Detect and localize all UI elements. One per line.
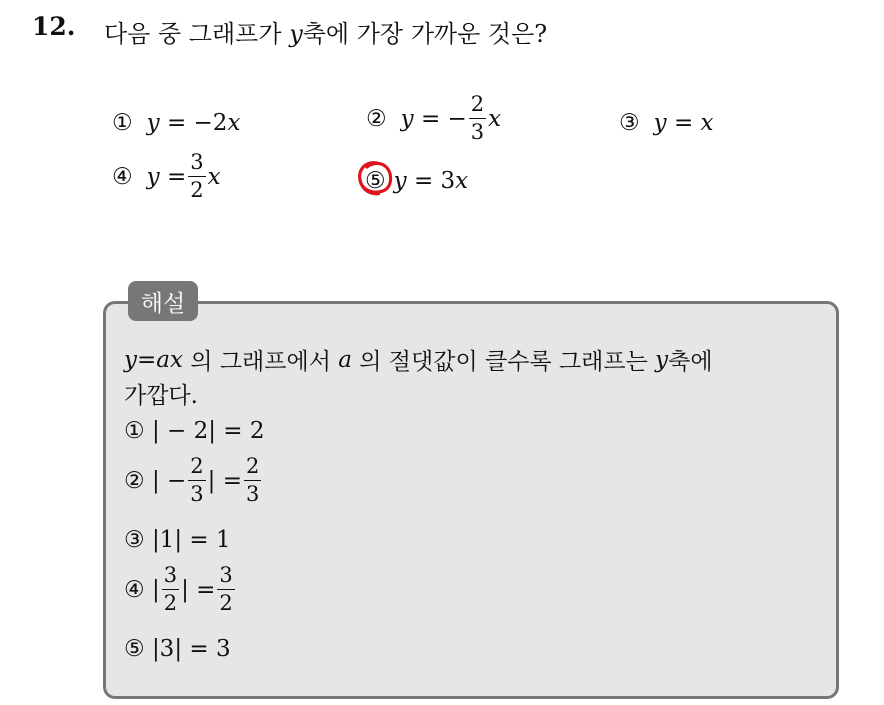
solution-line-2: 가깝다. <box>124 383 198 409</box>
question-text-after: 축에 가장 가까운 것은? <box>302 20 548 48</box>
solution-item-2 <box>124 456 263 505</box>
choice-var: x <box>455 168 469 194</box>
solution-item-number: ⑤ <box>124 636 145 662</box>
fraction-numerator: 3 <box>217 565 234 590</box>
solution-item-4 <box>124 565 237 614</box>
solution-text-1: 의 그래프에서 <box>190 349 331 375</box>
fraction-numerator: 2 <box>469 94 486 119</box>
question-number: 12. <box>32 12 76 41</box>
solution-item-number: ② <box>124 467 145 494</box>
question-text <box>104 14 547 49</box>
fraction-denominator: 3 <box>470 120 485 144</box>
choice-3[interactable] <box>619 110 714 136</box>
fraction-denominator: 3 <box>190 482 204 506</box>
choice-lhs: y <box>146 110 160 136</box>
choice-lhs: y <box>393 168 407 194</box>
solution-item-mid: | = <box>207 467 242 494</box>
solution-var-y2: y <box>655 346 669 373</box>
solution-item-expr: | − 2| = 2 <box>151 418 265 444</box>
solution-item-expr: |1| = 1 <box>151 527 231 553</box>
solution-var-a: a <box>156 346 170 373</box>
solution-item-mid: | = <box>181 576 216 603</box>
solution-fraction <box>244 456 261 505</box>
choice-fraction <box>188 152 205 201</box>
choice-lhs: y <box>653 110 667 136</box>
choice-number: ⑤ <box>365 168 386 194</box>
choice-var: x <box>207 163 221 190</box>
solution-item-pre: | <box>151 576 160 603</box>
choice-number: ② <box>366 105 387 132</box>
answer-circle-mark-icon <box>355 158 395 198</box>
solution-var-y: y <box>124 346 137 373</box>
solution-fraction <box>217 565 234 614</box>
solution-item-expr: |3| = 3 <box>151 636 231 662</box>
choice-number: ③ <box>619 110 640 136</box>
solution-text-2: 의 절댓값이 클수록 그래프는 <box>359 349 648 375</box>
solution-item-3 <box>124 527 231 553</box>
solution-item-1 <box>124 418 265 444</box>
solution-badge: 해설 <box>128 281 198 321</box>
choice-eq: = − <box>420 105 467 132</box>
fraction-denominator: 3 <box>246 482 260 506</box>
fraction-numerator: 3 <box>162 565 179 590</box>
choice-4[interactable] <box>112 152 221 201</box>
choice-eq: = <box>673 110 694 136</box>
choice-number: ① <box>112 110 133 136</box>
choice-fraction <box>469 94 486 143</box>
fraction-denominator: 2 <box>190 178 204 202</box>
choice-2[interactable] <box>366 94 501 143</box>
choice-eq: = −2 <box>166 110 228 136</box>
solution-item-number: ④ <box>124 576 145 603</box>
solution-item-number: ③ <box>124 527 145 553</box>
choice-var: x <box>700 110 714 136</box>
solution-item-pre: | − <box>151 467 187 494</box>
choice-eq: = <box>166 163 187 190</box>
choice-lhs: y <box>146 163 160 190</box>
solution-var-a2: a <box>338 346 352 373</box>
choice-eq: = 3 <box>413 168 456 194</box>
question-var: y <box>289 20 303 48</box>
choice-lhs: y <box>400 105 414 132</box>
fraction-numerator: 3 <box>188 152 205 177</box>
choice-number: ④ <box>112 163 133 190</box>
fraction-denominator: 2 <box>163 591 178 615</box>
solution-fraction <box>162 565 179 614</box>
choice-var: x <box>227 110 241 136</box>
fraction-numerator: 2 <box>244 456 261 481</box>
solution-item-5 <box>124 636 231 662</box>
solution-text-3: 축에 <box>668 349 713 375</box>
choice-var: x <box>488 105 502 132</box>
solution-line-1 <box>124 343 713 376</box>
solution-eq: = <box>137 346 157 373</box>
choice-1[interactable] <box>112 110 240 136</box>
question-text-before: 다음 중 그래프가 <box>104 20 282 48</box>
fraction-denominator: 2 <box>219 591 233 615</box>
solution-item-number: ① <box>124 418 145 444</box>
solution-fraction <box>188 456 205 505</box>
solution-var-x: x <box>170 346 183 373</box>
fraction-numerator: 2 <box>188 456 205 481</box>
